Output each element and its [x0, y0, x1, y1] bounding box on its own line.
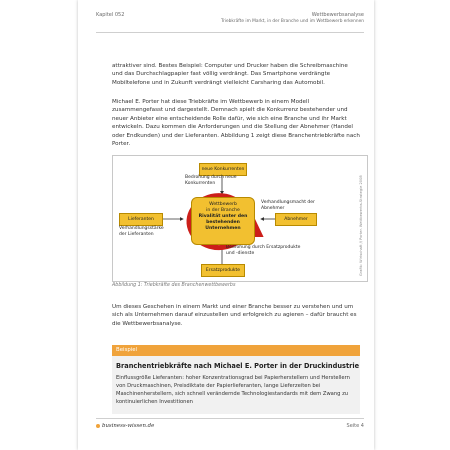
- document-page: [78, 0, 374, 450]
- label-supplier-power: Verhandlungsstärke der Lieferanten: [119, 226, 164, 237]
- header-subtitle: Triebkräfte im Markt, in der Branche und im Wettbewerb erkennen: [221, 19, 364, 24]
- page-footer: [96, 418, 364, 433]
- footer-brand[interactable]: [96, 423, 154, 429]
- box-buyers: Abnehmer: [275, 213, 317, 226]
- label-threat-substitutes: Bedrohung durch Ersatzprodukte und -dienste: [226, 245, 301, 256]
- paragraph-3: Um dieses Geschehen in einem Markt und einer Branche besser zu verstehen und um sich als Unternehmen darauf einzustellen und erfolgreich zu agieren – dafür braucht es die Wettbewerbsanalyse.: [112, 304, 357, 327]
- figure-caption: Abbildung 1: Triebkräfte des Branchenwettbewerbs: [112, 283, 236, 288]
- footer-brand-text: business-wissen.de: [102, 423, 155, 429]
- paragraph-2: Michael E. Porter hat diese Triebkräfte im Wettbewerb in einem Modell zusammengefasst und dargestellt. Demnach spielt die Konkurrenz bestehender und neuer Anbieter eine entscheidende Rolle dafür, wie sich eine Branche und ihr Markt entwickeln. Dazu kommen die Anforderungen und die Stellung der Abnehmer (Handel oder Endkunden) und der Lieferanten. Abbildung 1 zeigt diese Branchentriebkräfte nach Porter.: [112, 99, 360, 148]
- box-new-competitors: neue Konkurrenten: [199, 163, 247, 176]
- page-header: [96, 12, 364, 33]
- box-substitutes: Ersatzprodukte: [201, 264, 245, 277]
- center-line-3: Rivalität unter den: [198, 214, 248, 219]
- center-text: [192, 202, 254, 232]
- example-label: Beispiel: [112, 345, 360, 356]
- center-line-1: Wettbewerb: [209, 202, 237, 207]
- label-buyer-power: Verhandlungsmacht der Abnehmer: [261, 200, 315, 211]
- example-box: [112, 356, 360, 414]
- figure-credit-text: Grafik: Wirtschaft // Porter. Wettbewerbs-Strategie 2008: [359, 175, 363, 276]
- center-line-4: bestehenden: [206, 220, 240, 225]
- paragraph-1: attraktiver sind. Bestes Beispiel: Computer und Drucker haben die Schreibmaschine und das Durchschlagpapier fast völlig verdrängt. Das Smartphone verdrängte Mobiltelefone und in Zukunft verdrängt vielleicht Carsharing das Automobil.: [112, 63, 348, 86]
- header-topic: Wettbewerbsanalyse: [311, 12, 364, 18]
- porter-five-forces-figure: [112, 155, 368, 282]
- figure-credit: [359, 156, 365, 281]
- center-line-2: in der Branche: [206, 208, 240, 213]
- example-title: Branchentriebkräfte nach Michael E. Porter in der Druckindustrie: [116, 362, 360, 370]
- example-text: Einflussgröße Lieferanten: hoher Konzentrationsgrad bei Papierherstellern und Herstellern von Druckmaschinen, Preisdiktate der Papierlieferanten, lange Lieferzeiten bei Maschinenherstellern, sich schnell verändernde Technologiestandards mit dem Zwang zu kontinuierlichen Investitionen: [116, 375, 350, 405]
- box-suppliers: Lieferanten: [119, 213, 163, 226]
- center-line-5: Unternehmen: [205, 226, 241, 231]
- center-rivalry-box: [191, 197, 255, 245]
- brand-dot-icon: [96, 424, 100, 428]
- label-threat-new-entrants: Bedrohung durch neue Konkurrenten: [185, 175, 237, 186]
- header-chapter: Kapitel 052: [96, 12, 125, 18]
- page-number: Seite 4: [346, 423, 364, 429]
